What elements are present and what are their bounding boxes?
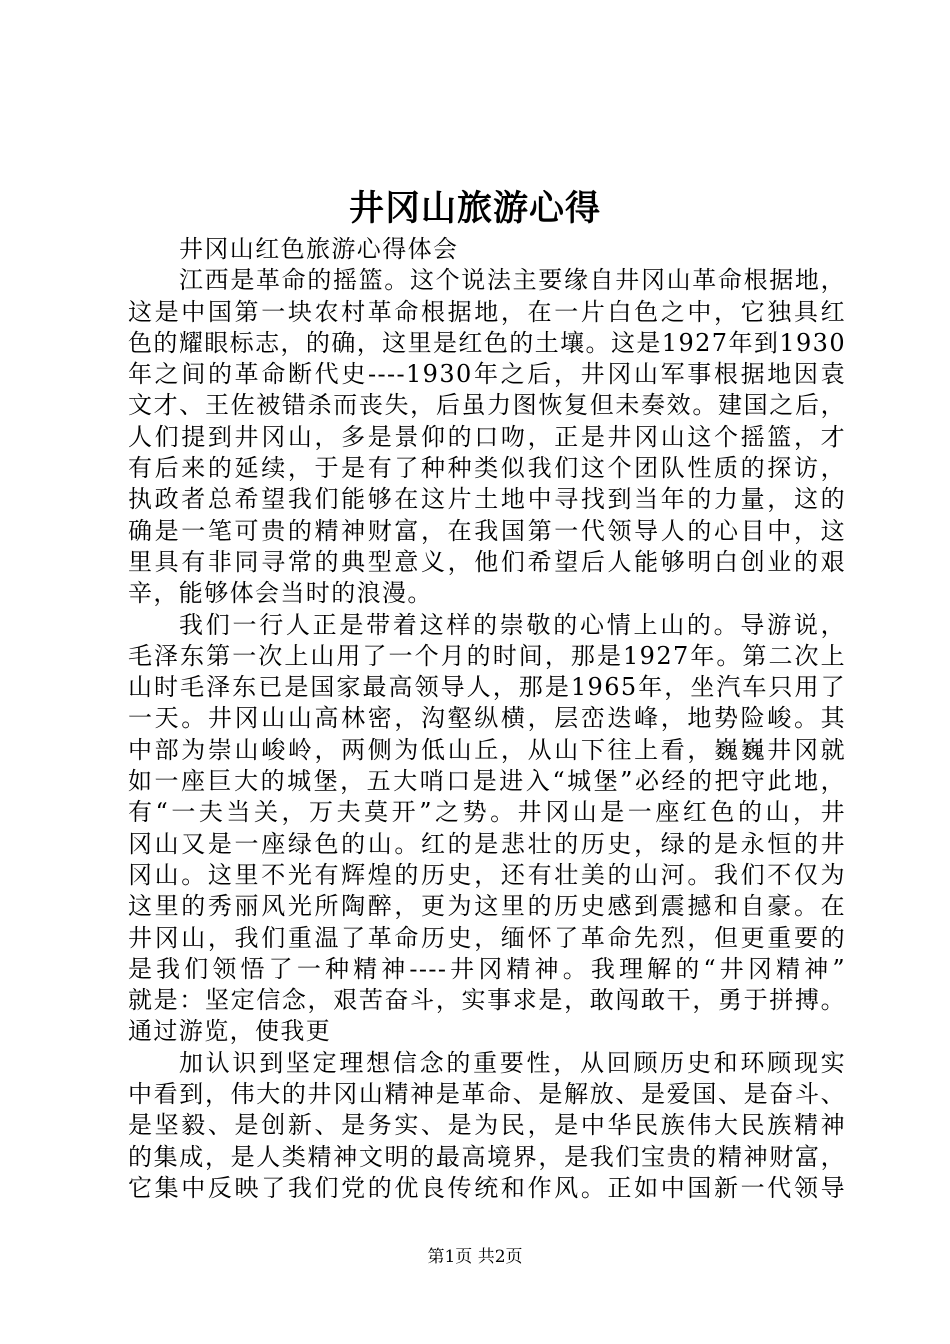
text-line: 我们一行人正是带着这样的崇敬的心情上山的。导游说， [179,610,846,639]
text-line: 辛，能够体会当时的浪漫。 [128,579,433,608]
text-line: 它集中反映了我们党的优良传统和作风。正如中国新一代领导 [128,1173,846,1202]
text-line: 这里的秀丽风光所陶醉，更为这里的历史感到震撼和自豪。在 [128,892,846,921]
text-line: 年之间的革命断代史----1930年之后，井冈山军事根据地因袁 [128,360,846,389]
text-line: 这是中国第一块农村革命根据地，在一片白色之中，它独具红 [128,297,846,326]
text-line: 是我们领悟了一种精神----井冈精神。我理解的“井冈精神” [128,954,846,983]
text-line: 的集成，是人类精神文明的最高境界，是我们宝贵的精神财富， [128,1142,846,1171]
document-body [128,234,846,1204]
text-line: 执政者总希望我们能够在这片土地中寻找到当年的力量，这的 [128,485,846,514]
text-line: 是坚毅、是创新、是务实、是为民，是中华民族伟大民族精神 [128,1111,846,1140]
text-line: 江西是革命的摇篮。这个说法主要缘自井冈山革命根据地， [179,266,846,295]
text-line: 有“一夫当关，万夫莫开”之势。井冈山是一座红色的山，井 [128,798,846,827]
text-line: 里具有非同寻常的典型意义，他们希望后人能够明白创业的艰 [128,547,846,576]
text-line: 山时毛泽东已是国家最高领导人，那是1965年，坐汽车只用了 [128,673,846,702]
text-line: 冈山。这里不光有辉煌的历史，还有壮美的山河。我们不仅为 [128,860,846,889]
document-title: 井冈山旅游心得 [348,188,601,229]
text-line: 一天。井冈山山高林密，沟壑纵横，层峦迭峰，地势险峻。其 [128,704,846,733]
text-line: 通过游览，使我更 [128,1017,332,1046]
text-line: 色的耀眼标志，的确，这里是红色的土壤。这是1927年到1930 [128,328,846,357]
text-line: 冈山又是一座绿色的山。红的是悲壮的历史，绿的是永恒的井 [128,829,846,858]
text-line: 中部为崇山峻岭，两侧为低山丘，从山下往上看，巍巍井冈就 [128,735,846,764]
text-line: 井冈山，我们重温了革命历史，缅怀了革命先烈，但更重要的 [128,923,846,952]
text-line: 文才、王佐被错杀而丧失，后虽力图恢复但未奏效。建国之后， [128,391,846,420]
text-line: 如一座巨大的城堡，五大哨口是进入“城堡”必经的把守此地， [128,767,846,796]
text-line: 有后来的延续，于是有了种种类似我们这个团队性质的探访， [128,454,846,483]
text-line: 人们提到井冈山，多是景仰的口吻，正是井冈山这个摇篮，才 [128,422,846,451]
text-line: 就是：坚定信念，艰苦奋斗，实事求是，敢闯敢干，勇于拼搏。 [128,986,846,1015]
text-line: 井冈山红色旅游心得体会 [179,235,459,263]
text-line: 毛泽东第一次上山用了一个月的时间，那是1927年。第二次上 [128,641,846,670]
text-line: 确是一笔可贵的精神财富，在我国第一代领导人的心目中，这 [128,516,846,545]
text-line: 中看到，伟大的井冈山精神是革命、是解放、是爱国、是奋斗、 [128,1080,846,1109]
page-number-footer: 第1页 共2页 [427,1247,523,1267]
text-line: 加认识到坚定理想信念的重要性，从回顾历史和环顾现实 [179,1048,846,1077]
